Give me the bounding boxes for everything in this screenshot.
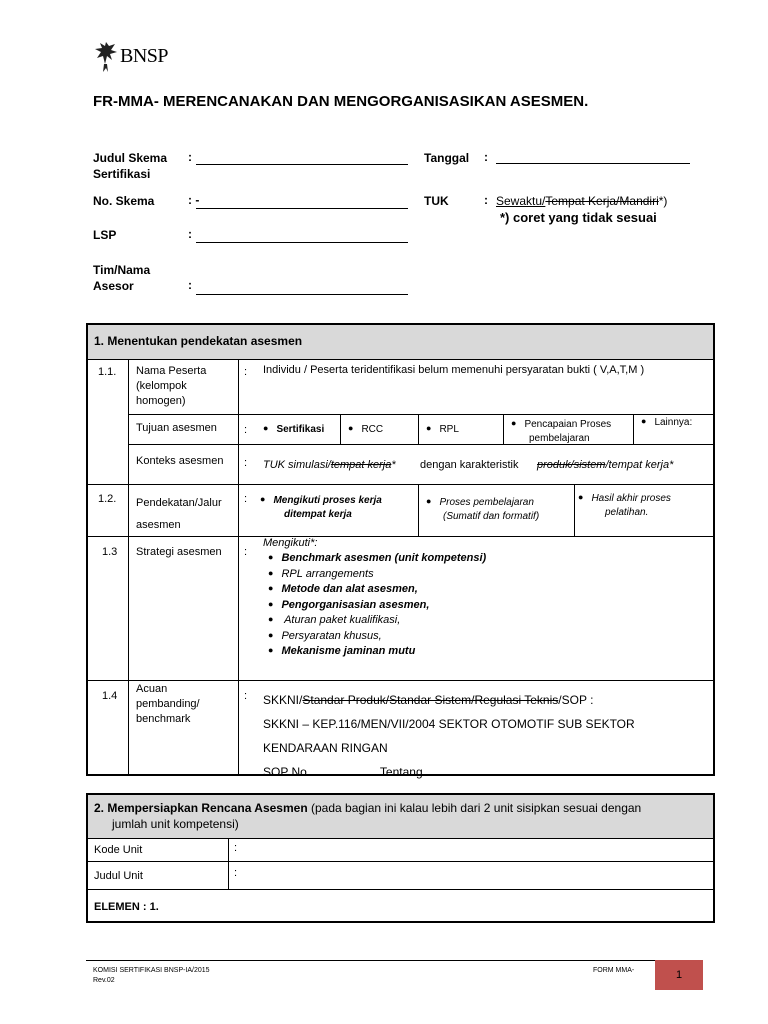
judul-skema-field[interactable]	[196, 164, 408, 165]
pend-sep-2	[574, 484, 575, 536]
tujuan-option-sertifikasi[interactable]: ● Sertifikasi	[263, 424, 324, 435]
footer-left: KOMISI SERTIFIKASI BNSP-IA/2015 Rev.02	[93, 967, 210, 984]
judul-unit-label: Judul Unit	[94, 870, 143, 882]
pendekatan-option-pembelajaran[interactable]: ● Proses pembelajaran (Sumatif dan formatif)	[426, 495, 539, 524]
strategi-colon: :	[244, 546, 248, 558]
lsp-field[interactable]	[196, 242, 408, 243]
pendekatan-colon: :	[244, 493, 248, 505]
row-line-13	[88, 536, 713, 537]
tanggal-label: Tanggal	[424, 151, 470, 165]
strategi-item: ● Persyaratan khusus,	[268, 629, 486, 645]
nama-peserta-colon: :	[244, 366, 248, 378]
konteks-colon: :	[244, 457, 248, 469]
bnsp-logo	[93, 38, 173, 74]
section2-table	[86, 793, 715, 923]
row-line-tujuan	[128, 414, 713, 415]
section1-header: 1. Menentukan pendekatan asesmen	[88, 325, 713, 360]
strategi-item: ● RPL arrangements	[268, 567, 486, 583]
tujuan-sep-4	[633, 414, 634, 444]
strategi-item: ● Pengorganisasian asesmen,	[268, 598, 486, 614]
lsp-colon: :	[188, 227, 192, 241]
tujuan-option-lainnya[interactable]: ● Lainnya:	[641, 417, 692, 428]
tim-asesor-colon: :	[188, 278, 192, 292]
tuk-value: Sewaktu/Tempat Kerja/Mandiri*)	[496, 194, 668, 208]
tujuan-option-rpl[interactable]: ● RPL	[426, 424, 459, 435]
pendekatan-label: Pendekatan/Jalur asesmen	[136, 497, 222, 531]
tim-asesor-label: Tim/Nama Asesor	[93, 263, 151, 293]
tujuan-option-pencapaian[interactable]: ● Pencapaian Proses pembelajaran	[511, 417, 611, 446]
acuan-label: Acuan pembanding/ benchmark	[136, 683, 200, 725]
row-line-14	[88, 680, 713, 681]
kode-unit-colon: :	[234, 842, 238, 854]
no-skema-field[interactable]	[196, 208, 408, 209]
col-line-2	[238, 360, 239, 774]
konteks-tuk-value: TUK simulasi/tempat kerja*	[263, 459, 396, 471]
logo-text: BNSP	[120, 44, 169, 67]
col-line-unit	[228, 839, 229, 889]
section1-table	[86, 323, 715, 779]
judul-skema-colon: :	[188, 150, 192, 164]
page-number: 1	[655, 960, 703, 990]
tujuan-sep-2	[418, 414, 419, 444]
kode-unit-label: Kode Unit	[94, 844, 143, 856]
tujuan-colon: :	[244, 424, 248, 436]
tim-asesor-field[interactable]	[196, 294, 408, 295]
tanggal-colon: :	[484, 150, 488, 164]
footer-rule	[86, 960, 656, 961]
nama-peserta-value: Individu / Peserta teridentifikasi belum memenuhi persyaratan bukti ( V,A,T,M )	[263, 364, 645, 376]
judul-skema-label: Judul Skema Sertifikasi	[93, 151, 168, 181]
strategi-item: ● Benchmark asesmen (unit kompetensi)	[268, 551, 486, 567]
row-line-12	[88, 484, 713, 485]
pendekatan-option-hasil-pelatihan[interactable]: ● Hasil akhir proses pelatihan.	[578, 491, 671, 520]
row-number-1-2: 1.2.	[98, 493, 117, 505]
row-number-1-1: 1.1.	[98, 366, 117, 378]
tuk-colon: :	[484, 193, 488, 207]
row-number-1-4: 1.4	[102, 690, 118, 702]
tujuan-option-rcc[interactable]: ● RCC	[348, 424, 383, 435]
tujuan-sep-3	[503, 414, 504, 444]
page-title: FR-MMA- MERENCANAKAN DAN MENGORGANISASIKAN ASESMEN.	[93, 93, 589, 110]
no-skema-label: No. Skema	[93, 194, 155, 208]
elemen-label: ELEMEN : 1.	[94, 901, 159, 913]
acuan-value: SKKNI/Standar Produk/Standar Sistem/Regulasi Teknis/SOP : SKKNI – KEP.116/MEN/VII/2004 SEKTOR OTOMOTIF SUB SEKTOR KENDARAAN RINGAN SOP No..................... Tentang .....................................	[263, 693, 635, 779]
strategi-list	[268, 551, 486, 660]
pendekatan-option-proses-kerja[interactable]: ● Mengikuti proses kerja ditempat kerja	[260, 493, 382, 522]
row-line-elemen	[88, 889, 713, 890]
konteks-karakteristik: dengan karakteristik	[420, 459, 519, 471]
footer-form: FORM MMA-	[593, 967, 635, 974]
strategi-intro: Mengikuti*:	[263, 537, 318, 549]
konteks-tempat-kerja: produk/sistem/tempat kerja*	[537, 459, 674, 471]
konteks-asesmen-label: Konteks asesmen	[136, 455, 224, 467]
row-line-judul-unit	[88, 861, 713, 862]
tujuan-sep-1	[340, 414, 341, 444]
strategi-item: ● Aturan paket kualifikasi,	[268, 613, 486, 629]
strategi-item: ● Metode dan alat asesmen,	[268, 582, 486, 598]
pend-sep-1	[418, 484, 419, 536]
row-line-konteks	[128, 444, 713, 445]
strategi-asesmen-label: Strategi asesmen	[136, 546, 222, 558]
lsp-label: LSP	[93, 228, 117, 242]
bnsp-eagle-icon	[93, 38, 119, 74]
judul-unit-colon: :	[234, 867, 238, 879]
strategi-item: ● Mekanisme jaminan mutu	[268, 644, 486, 660]
tanggal-field[interactable]	[496, 163, 690, 164]
tujuan-asesmen-label: Tujuan asesmen	[136, 422, 217, 434]
acuan-colon: :	[244, 690, 248, 702]
tuk-label: TUK	[424, 194, 449, 208]
nama-peserta-label: Nama Peserta (kelompok homogen)	[136, 365, 207, 407]
no-skema-colon: : -	[188, 193, 200, 207]
col-line-1	[128, 360, 129, 774]
row-number-1-3: 1.3	[102, 546, 118, 558]
section2-header: 2. Mempersiapkan Rencana Asesmen (pada bagian ini kalau lebih dari 2 unit sisipkan sesuai dengan jumlah unit kompetensi)	[88, 795, 713, 839]
tuk-note: *) coret yang tidak sesuai	[500, 210, 657, 225]
